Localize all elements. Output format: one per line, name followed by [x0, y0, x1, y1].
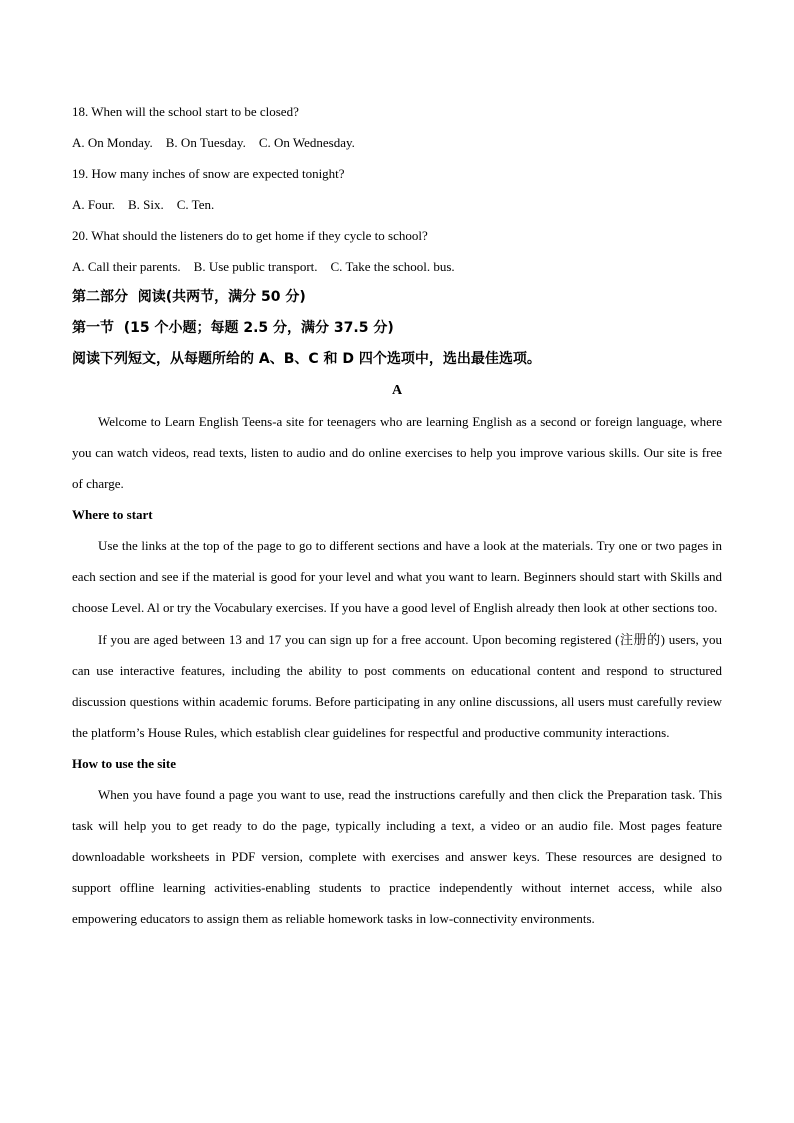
question-19-stem: 19. How many inches of snow are expected tonight?: [72, 166, 345, 181]
passage-paragraph-1: Use the links at the top of the page to go to different sections and have a look at the materials. Try one or two pages in each section and see if the material is good for your level and what you want to learn. Beginners should start with Skills and choose Level. Al or try the Vocabulary exercises. If you have a good level of English already then look at other sections too.: [72, 538, 722, 616]
passage-letter: A: [391, 383, 403, 398]
question-20-stem: 20. What should the listeners do to get home if they cycle to school?: [72, 228, 428, 243]
passage-paragraph-2: If you are aged between 13 and 17 you can sign up for a free account. Upon becoming registered (注册的) users, you can use interactive features, including the ability to post comments on educational content and respond to structured discussion questions within academic forums. Before participating in any online discussions, all users must carefully review the platform’s House Rules, which establish clear guidelines for respectful and productive community interactions.: [72, 631, 722, 740]
section-instruction: 阅读下列短文，从每题所给的 A、B、C 和 D 四个选项中，选出最佳选项。: [72, 351, 541, 367]
passage-paragraph-3: When you have found a page you want to use, read the instructions carefully and then click the Preparation task. This task will help you to get ready to do the page, typically including a text, a video or an audio file. Most pages feature downloadable worksheets in PDF version, complete with exercises and answer keys. These resources are designed to support offline learning activities-enabling students to practice independently without internet access, while also empowering educators to assign them as reliable homework tasks in low-connectivity environments.: [72, 786, 722, 927]
passage-heading-where-to-start: Where to start: [72, 507, 153, 523]
section-part-title: 第二部分 阅读(共两节，满分 50 分): [72, 289, 306, 305]
question-18-options: A. On Monday. B. On Tuesday. C. On Wednesday.: [72, 135, 355, 150]
exam-page: [72, 96, 722, 934]
question-18-stem: 18. When will the school start to be closed?: [72, 104, 299, 119]
question-19-options: A. Four. B. Six. C. Ten.: [72, 197, 215, 212]
question-20-options: A. Call their parents. B. Use public transport. C. Take the school. bus.: [72, 259, 455, 274]
passage-intro-paragraph: Welcome to Learn English Teens-a site for teenagers who are learning English as a second or foreign language, where you can watch videos, read texts, listen to audio and do online exercises to help you improve various skills. Our site is free of charge.: [72, 414, 722, 492]
passage-heading-how-to-use: How to use the site: [72, 755, 176, 771]
section-sub-title: 第一节 (15 个小题；每题 2.5 分，满分 37.5 分): [72, 320, 394, 336]
